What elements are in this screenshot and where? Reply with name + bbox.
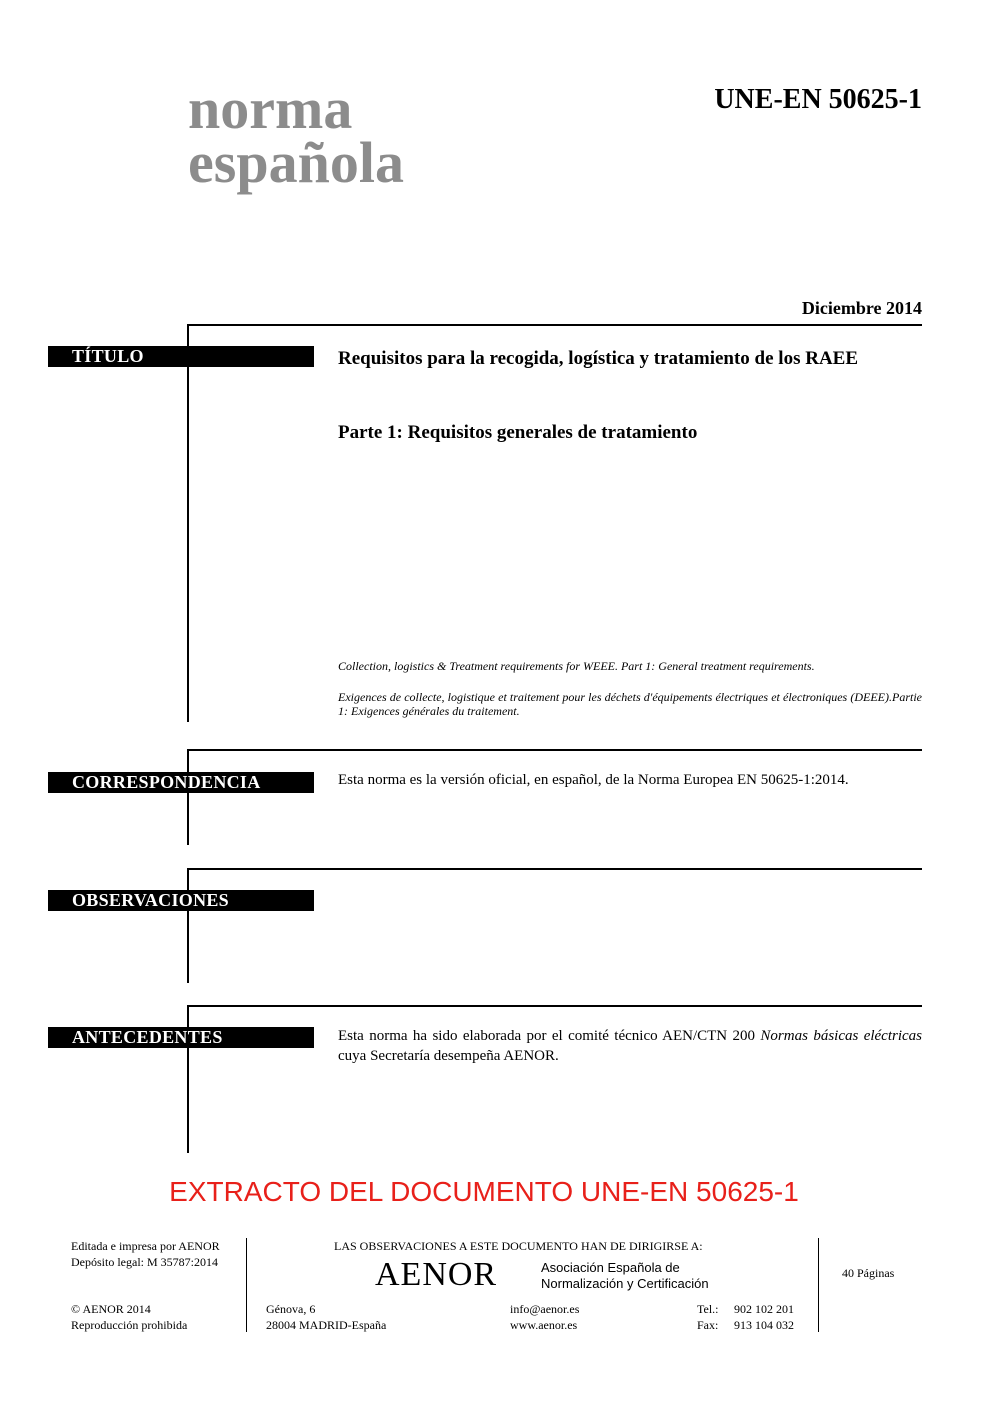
section-label-antecedentes: ANTECEDENTES bbox=[48, 1027, 314, 1048]
english-title: Collection, logistics & Treatment requirements for WEEE. Part 1: General treatment requirements. bbox=[338, 659, 815, 673]
section-vrule-correspondencia bbox=[187, 749, 189, 845]
brand-line-1: norma bbox=[188, 76, 353, 141]
antecedentes-text bbox=[338, 1026, 922, 1066]
standard-code: UNE-EN 50625-1 bbox=[714, 84, 922, 115]
footer-copyright bbox=[71, 1301, 187, 1333]
fax-label: Fax: bbox=[697, 1318, 719, 1332]
section-rule-titulo bbox=[188, 324, 922, 326]
tel-label: Tel.: bbox=[697, 1302, 719, 1316]
tel-number: 902 102 201 bbox=[734, 1302, 794, 1316]
document-part: Parte 1: Requisitos generales de tratamiento bbox=[338, 422, 698, 443]
contact-email[interactable]: info@aenor.es bbox=[510, 1302, 580, 1316]
footer-contact-phone bbox=[697, 1301, 794, 1333]
org-name-line-2: Normalización y Certificación bbox=[541, 1276, 709, 1291]
section-rule-correspondencia bbox=[188, 749, 922, 751]
section-vrule-observaciones bbox=[187, 868, 189, 983]
section-rule-antecedentes bbox=[188, 1005, 922, 1007]
extract-notice: EXTRACTO DEL DOCUMENTO UNE-EN 50625-1 bbox=[169, 1176, 799, 1207]
section-rule-observaciones bbox=[188, 868, 922, 870]
section-label-titulo: TÍTULO bbox=[48, 346, 314, 367]
section-label-observaciones: OBSERVACIONES bbox=[48, 890, 314, 911]
fax-row bbox=[697, 1317, 794, 1333]
brand-line-2: española bbox=[188, 130, 404, 195]
document-title: Requisitos para la recogida, logística y tratamiento de los RAEE bbox=[338, 348, 859, 369]
tel-row bbox=[697, 1301, 794, 1317]
antecedentes-text-start: Esta norma ha sido elaborada por el comité técnico AEN/CTN 200 bbox=[338, 1028, 761, 1044]
observations-notice: LAS OBSERVACIONES A ESTE DOCUMENTO HAN DE DIRIGIRSE A: bbox=[334, 1239, 703, 1253]
section-vrule-titulo bbox=[187, 324, 189, 722]
antecedentes-text-end: cuya Secretaría desempeña AENOR. bbox=[338, 1048, 559, 1064]
edited-by: Editada e impresa por AENOR bbox=[71, 1239, 220, 1253]
legal-deposit: Depósito legal: M 35787:2014 bbox=[71, 1255, 218, 1269]
publication-date: Diciembre 2014 bbox=[801, 298, 922, 318]
contact-web[interactable]: www.aenor.es bbox=[510, 1318, 578, 1332]
french-title: Exigences de collecte, logistique et traitement pour les déchets d'équipements électriques et électroniques (DEEE).Partie 1: Exigences générales du traitement. bbox=[338, 690, 922, 718]
footer-divider-left bbox=[246, 1238, 247, 1332]
section-label-correspondencia: CORRESPONDENCIA bbox=[48, 772, 314, 793]
antecedentes-committee-name: Normas básicas eléctricas bbox=[760, 1028, 923, 1044]
footer-address bbox=[266, 1301, 386, 1333]
brand-wordmark bbox=[188, 76, 404, 195]
address-line-2: 28004 MADRID-España bbox=[266, 1318, 387, 1332]
fax-number: 913 104 032 bbox=[734, 1318, 794, 1332]
address-line-1: Génova, 6 bbox=[266, 1302, 316, 1316]
correspondencia-text: Esta norma es la versión oficial, en español, de la Norma Europea EN 50625-1:2014. bbox=[338, 772, 849, 788]
copyright: © AENOR 2014 bbox=[71, 1302, 151, 1316]
aenor-logo: AENOR bbox=[375, 1256, 498, 1293]
footer-divider-right bbox=[818, 1238, 819, 1332]
page-count: 40 Páginas bbox=[842, 1266, 895, 1280]
reproduction-notice: Reproducción prohibida bbox=[71, 1318, 188, 1332]
footer-contact-online bbox=[510, 1301, 579, 1333]
footer-publisher bbox=[71, 1238, 220, 1270]
aenor-org-name bbox=[541, 1260, 709, 1292]
org-name-line-1: Asociación Española de bbox=[541, 1260, 680, 1275]
